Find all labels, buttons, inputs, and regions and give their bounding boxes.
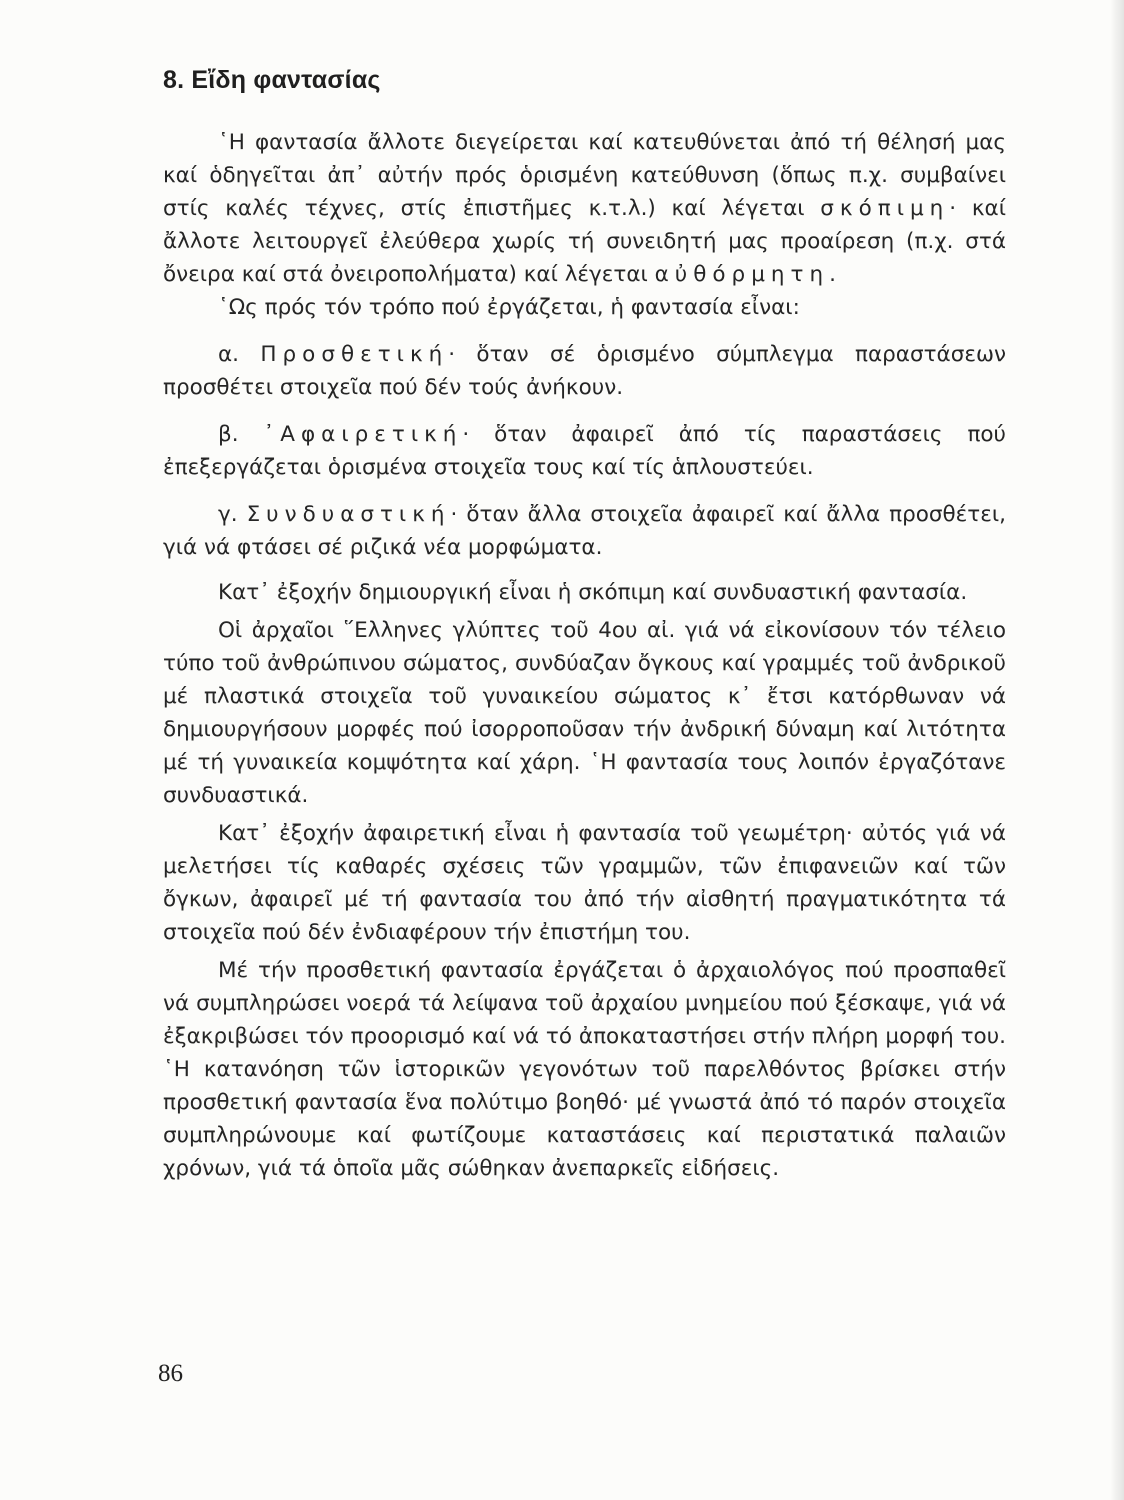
section-heading: 8. Εἴδη φαντασίας xyxy=(163,66,381,94)
types-intro: ῾Ως πρός τόν τρόπο πού ἐργάζεται, ἡ φαντασία εἶναι: xyxy=(218,295,800,320)
list-marker: β. xyxy=(218,422,239,447)
page-edge-shadow xyxy=(1110,0,1124,1500)
list-marker: α. xyxy=(218,342,240,367)
intro-text-1: ῾Η φαντασία ἄλλοτε διεγείρεται καί κατευθύνεται ἀπό τή θέλησή μας καί ὁδηγεῖται ἀπ᾿ αὐτήν πρός ὁρισμένη κατεύθυνση (ὅπως π.χ. συμβαίνει στίς καλές τέχνες, στίς ἐπιστῆμες κ.τ.λ.) καί λέγεται xyxy=(163,130,1006,221)
term-syndyastiki: Συνδυαστική xyxy=(246,502,451,527)
term-prosthetiki: Προσθετική xyxy=(260,342,449,367)
list-item-afairetiki xyxy=(163,418,1006,484)
page-number: 86 xyxy=(158,1360,183,1387)
list-item-prosthetiki xyxy=(163,338,1006,404)
term-skopimi: σκόπιμη xyxy=(820,196,950,221)
paragraph-archaeologist: Μέ τήν προσθετική φαντασία ἐργάζεται ὁ ἀρχαιολόγος πού προσπαθεῖ νά συμπληρώσει νοερά τά λείψανα τοῦ ἀρχαίου μνημείου πού ξέσκαψε, γιά νά ἐξακριβώσει τόν προορισμό καί νά τό ἀποκαταστήσει στήν πλήρη μορφή του. ῾Η κατανόηση τῶν ἱστορικῶν γεγονότων τοῦ παρελθόντος βρίσκει στήν προσθετική φαντασία ἕνα πολύτιμο βοηθό· μέ γνωστά ἀπό τό παρόν στοιχεῖα συμπληρώνουμε καί φωτίζουμε καταστάσεις καί περιστατικά παλαιῶν χρόνων, γιά τά ὁποῖα μᾶς σώθηκαν ἀνεπαρκεῖς εἰδήσεις. xyxy=(163,958,1006,1181)
intro-text-3: . xyxy=(829,262,836,287)
list-marker: γ. xyxy=(218,502,238,527)
body-text xyxy=(163,126,1006,1185)
term-afairetiki: ᾿Αφαιρετική xyxy=(263,422,463,447)
paragraph-geometer: Κατ᾿ ἐξοχήν ἀφαιρετική εἶναι ἡ φαντασία τοῦ γεωμέτρη· αὐτός γιά νά μελετήσει τίς καθαρές σχέσεις τῶν γραμμῶν, τῶν ἐπιφανειῶν καί τῶν ὄγκων, ἀφαιρεῖ μέ τή φαντασία του ἀπό τήν αἰσθητή πραγματικότητα τά στοιχεῖα πού δέν ἐνδιαφέρουν τήν ἐπιστήμη του. xyxy=(163,821,1006,945)
list-item-syndyastiki xyxy=(163,498,1006,564)
term-authormiti: αὐθόρμητη xyxy=(654,262,830,287)
intro-text-2: · καί ἄλλοτε λειτουργεῖ ἐλεύθερα χωρίς τή συνειδητή μας προαίρεση (π.χ. στά ὄνειρα καί στά ὀνειροπολήματα) καί λέγεται xyxy=(163,196,1006,287)
paragraph-sculptors: Οἱ ἀρχαῖοι ῞Ελληνες γλύπτες τοῦ 4ου αἰ. γιά νά εἰκονίσουν τόν τέλειο τύπο τοῦ ἀνθρώπινου σώματος, συνδύαζαν ὄγκους καί γραμμές τοῦ ἀνδρικοῦ μέ πλαστικά στοιχεῖα τοῦ γυναικείου σώματος κ᾿ ἔτσι κατόρθωναν νά δημιουργήσουν μορφές πού ἰσορροποῦσαν τήν ἀνδρική δύναμη καί λιτότητα μέ τή γυναικεία κομψότητα καί χάρη. ῾Η φαντασία τους λοιπόν ἐργαζότανε συνδυαστικά. xyxy=(163,618,1006,808)
intro-paragraph xyxy=(163,126,1006,291)
list-description: · ὅταν ἀφαιρεῖ ἀπό τίς παραστάσεις πού ἐπεξεργάζεται ὁρισμένα στοιχεῖα τους καί τίς ἁπλουστεύει. xyxy=(163,422,1006,480)
list-description: · ὅταν σέ ὁρισμένο σύμπλεγμα παραστάσεων προσθέτει στοιχεῖα πού δέν τούς ἀνήκουν. xyxy=(163,342,1006,400)
list-description: · ὅταν ἄλλα στοιχεῖα ἀφαιρεῖ καί ἄλλα προσθέτει, γιά νά φτάσει σέ ριζικά νέα μορφώματα. xyxy=(163,502,1006,560)
paragraph-creative: Κατ᾿ ἐξοχήν δημιουργική εἶναι ἡ σκόπιμη καί συνδυαστική φαντασία. xyxy=(218,580,968,605)
